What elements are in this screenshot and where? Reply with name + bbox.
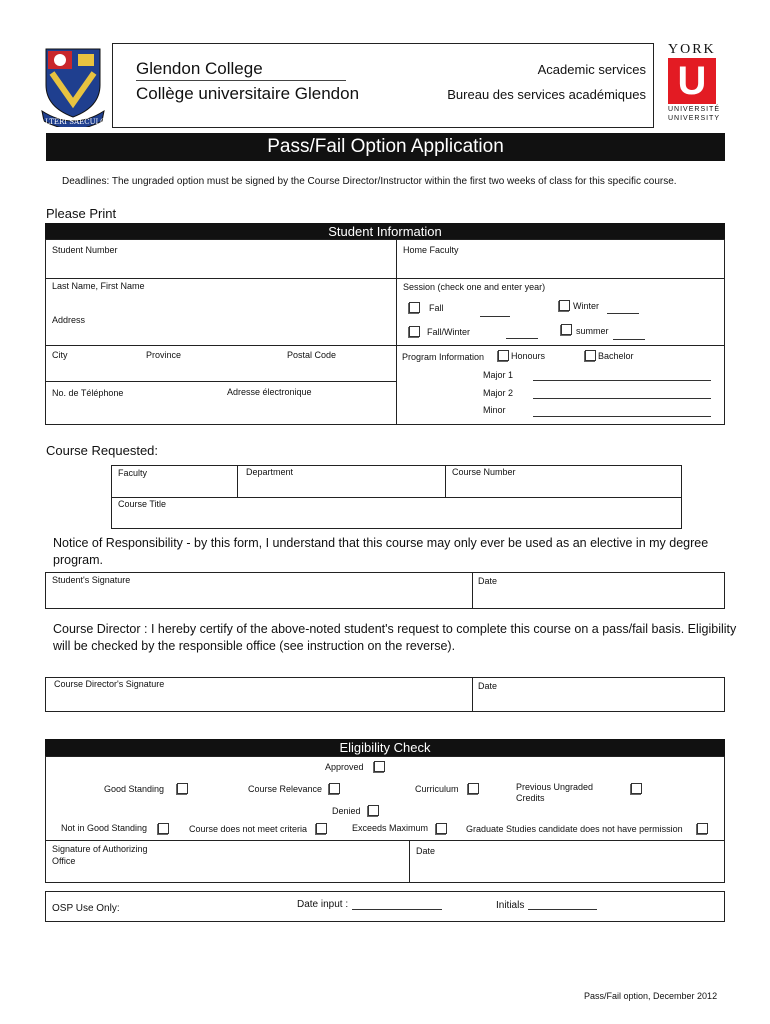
course-title-label: Course Title — [118, 499, 167, 509]
winter-year-line[interactable] — [607, 313, 639, 314]
department-label: Department — [246, 467, 294, 477]
summer-label: summer — [576, 326, 609, 336]
denied-label: Denied — [332, 806, 361, 816]
fall-winter-year-line[interactable] — [506, 338, 538, 339]
good-standing-label: Good Standing — [104, 784, 165, 794]
student-number-label: Student Number — [52, 245, 118, 255]
student-date-field[interactable] — [474, 586, 724, 608]
home-faculty-field[interactable] — [397, 240, 724, 277]
student-date-label: Date — [478, 576, 498, 586]
approved-label: Approved — [325, 762, 364, 772]
denied-checkbox[interactable] — [368, 805, 379, 816]
summer-checkbox[interactable] — [561, 324, 572, 335]
winter-label: Winter — [573, 301, 600, 311]
york-logo: YORK U UNIVERSITÉ UNIVERSITY — [668, 42, 721, 122]
course-relevance-checkbox[interactable] — [329, 783, 340, 794]
program-info-label: Program Information — [402, 352, 485, 362]
province-label: Province — [146, 350, 182, 360]
bachelor-checkbox[interactable] — [585, 350, 596, 361]
osp-box — [45, 891, 725, 922]
course-requested-heading: Course Requested: — [46, 443, 159, 458]
address-label: Address — [52, 315, 86, 325]
director-signature-field[interactable] — [46, 690, 470, 711]
home-faculty-label: Home Faculty — [403, 245, 459, 255]
session-label: Session (check one and enter year) — [403, 282, 546, 292]
fall-label: Fall — [429, 303, 444, 313]
prev-ungraded-checkbox[interactable] — [631, 783, 642, 794]
minor-label: Minor — [483, 405, 506, 415]
prev-ungraded-label: Previous Ungraded Credits — [516, 782, 594, 803]
course-number-label: Course Number — [452, 467, 516, 477]
not-good-standing-checkbox[interactable] — [158, 823, 169, 834]
exceeds-max-checkbox[interactable] — [436, 823, 447, 834]
not-criteria-label: Course does not meet criteria — [189, 824, 308, 834]
not-criteria-checkbox[interactable] — [316, 823, 327, 834]
osp-date-input-label: Date input : — [297, 899, 349, 910]
fall-year-line[interactable] — [480, 316, 510, 317]
email-label: Adresse électronique — [227, 387, 312, 397]
approved-checkbox[interactable] — [374, 761, 385, 772]
page-title: Pass/Fail Option Application — [46, 133, 725, 161]
fall-winter-label: Fall/Winter — [427, 327, 471, 337]
exceeds-max-label: Exceeds Maximum — [352, 823, 429, 833]
director-signature-label: Course Director's Signature — [54, 679, 165, 689]
minor-line[interactable] — [533, 416, 711, 417]
osp-date-input-line[interactable] — [352, 909, 442, 910]
course-relevance-label: Course Relevance — [248, 784, 323, 794]
not-good-standing-label: Not in Good Standing — [61, 823, 148, 833]
header-divider — [136, 80, 346, 81]
footer-text: Pass/Fail option, December 2012 — [584, 991, 718, 1001]
major2-label: Major 2 — [483, 388, 514, 398]
service-name-fr: Bureau des services académiques — [447, 87, 646, 102]
authorizing-signature-label: Signature of Authorizing Office — [52, 844, 148, 866]
deadlines-note: Deadlines: The ungraded option must be signed by the Course Director/Instructor within the first two weeks of class for this specific course. — [62, 176, 677, 187]
good-standing-checkbox[interactable] — [177, 783, 188, 794]
major1-line[interactable] — [533, 380, 711, 381]
svg-text:ALTERI SAECULO: ALTERI SAECULO — [40, 118, 106, 126]
student-number-field[interactable] — [46, 240, 395, 277]
college-name-fr: Collège universitaire Glendon — [136, 84, 360, 103]
director-date-field[interactable] — [474, 690, 724, 711]
director-text: Course Director : I hereby certify of the above-noted student's request to complete this course on a pass/fail basis. Eligibility will be checked by the responsible office (see instruction on the reverse). — [53, 622, 737, 653]
student-signature-label: Student's Signature — [52, 575, 131, 585]
college-name-en: Glendon College — [136, 59, 263, 78]
bachelor-label: Bachelor — [598, 351, 634, 361]
honours-label: Honours — [511, 351, 546, 361]
winter-checkbox[interactable] — [559, 300, 570, 311]
please-print: Please Print — [46, 206, 117, 221]
major1-label: Major 1 — [483, 370, 514, 380]
director-date-label: Date — [478, 681, 498, 691]
grad-permission-checkbox[interactable] — [697, 823, 708, 834]
student-signature-field[interactable] — [46, 586, 470, 608]
authorizing-signature-field[interactable] — [46, 860, 408, 882]
city-label: City — [52, 350, 68, 360]
phone-label: No. de Téléphone — [52, 388, 124, 398]
major2-line[interactable] — [533, 398, 711, 399]
osp-initials-line[interactable] — [528, 909, 597, 910]
curriculum-checkbox[interactable] — [468, 783, 479, 794]
osp-label: OSP Use Only: — [52, 903, 120, 914]
authorizing-date-field[interactable] — [411, 860, 724, 882]
notice-text: Notice of Responsibility - by this form, I understand that this course may only ever be used as an elective in my degree program. — [53, 536, 709, 567]
curriculum-label: Curriculum — [415, 784, 459, 794]
student-info-header: Student Information — [45, 223, 725, 240]
service-name-en: Academic services — [537, 62, 646, 77]
postal-code-label: Postal Code — [287, 350, 337, 360]
honours-checkbox[interactable] — [498, 350, 509, 361]
faculty-label: Faculty — [118, 468, 148, 478]
authorizing-date-label: Date — [416, 846, 436, 856]
fall-checkbox[interactable] — [409, 302, 420, 313]
eligibility-header: Eligibility Check — [45, 739, 725, 756]
glendon-crest — [40, 45, 106, 127]
osp-initials-label: Initials — [496, 900, 525, 911]
fall-winter-checkbox[interactable] — [409, 326, 420, 337]
name-label: Last Name, First Name — [52, 281, 145, 291]
summer-year-line[interactable] — [613, 339, 645, 340]
grad-permission-label: Graduate Studies candidate does not have permission — [466, 824, 683, 834]
